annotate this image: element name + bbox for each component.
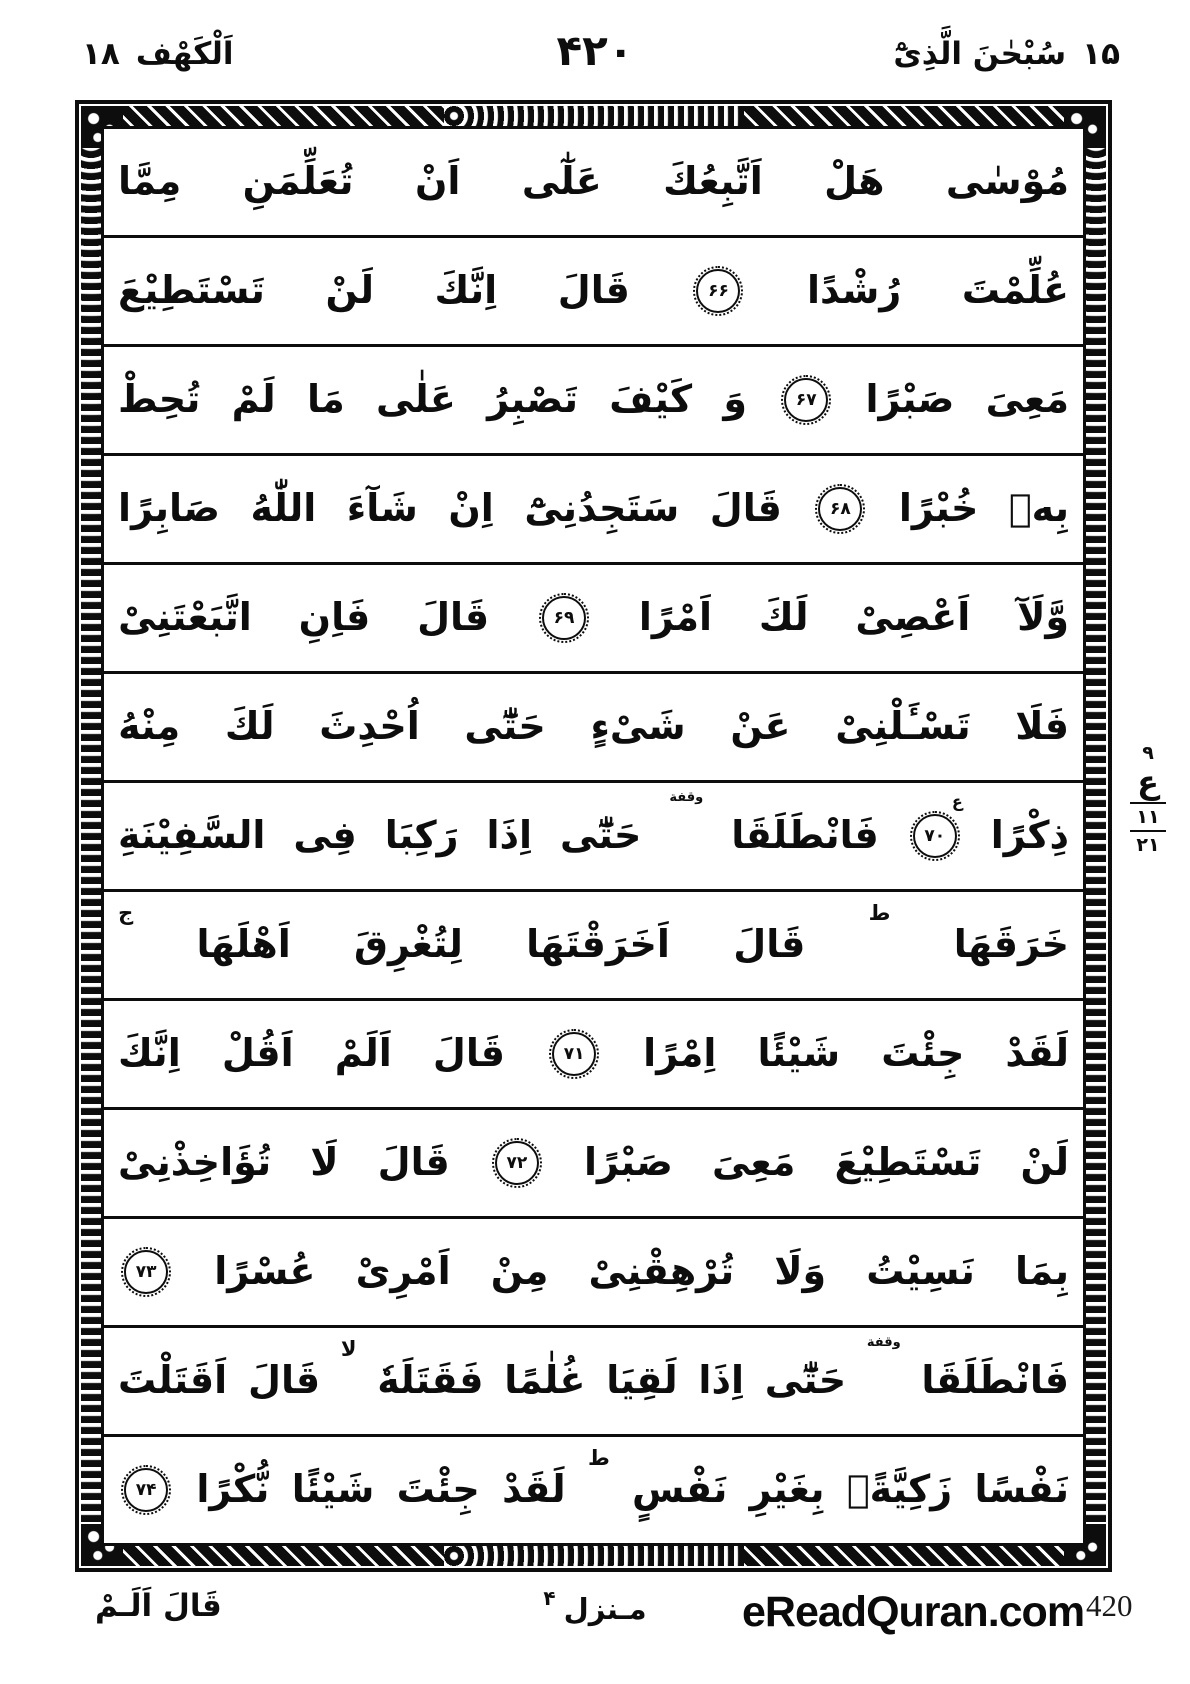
ain-ruku-icon: ع	[1137, 763, 1159, 801]
quran-word: لَكَ	[224, 704, 275, 749]
quran-word: قَالَ	[247, 1358, 321, 1403]
quran-word: عُسْرًا	[214, 1249, 316, 1294]
quran-word: فَقَتَلَهٗ	[377, 1358, 484, 1403]
quran-word: تُعَلِّمَنِ	[242, 159, 354, 204]
quran-word: لَقِيَا	[606, 1358, 678, 1403]
quran-line-8	[104, 892, 1083, 1001]
quran-word: عَلٰى	[375, 377, 456, 422]
quran-word: فَاِنِ	[298, 595, 371, 640]
quran-word: نَفْسٍ	[632, 1467, 728, 1512]
ayah-end-medallion: ۷۱	[552, 1032, 596, 1076]
quran-word: تُؤَاخِذْنِىْ	[118, 1140, 272, 1185]
quran-word: سَتَجِدُنِىْٓ	[524, 486, 680, 531]
quran-word: لَا	[310, 1140, 339, 1185]
quran-word: وَلَا	[774, 1249, 827, 1294]
quran-word: جِئْتَ	[396, 1467, 480, 1512]
text-area	[101, 126, 1086, 1546]
quran-word: اِنَّكَ	[434, 268, 498, 313]
ayah-end-medallion: ۷۲	[495, 1141, 539, 1185]
quran-word: قَالَ	[377, 1140, 450, 1185]
quran-word: عُلِّمْتَ	[961, 268, 1069, 313]
quran-word: اَمْرِىْ	[355, 1249, 451, 1294]
quran-word: خَرَقَهَا	[953, 922, 1069, 967]
quran-word: اَخَرَقْتَهَا	[526, 922, 670, 967]
quran-word: نَسِيْتُ	[866, 1249, 975, 1294]
page-frame	[75, 100, 1112, 1572]
quran-line-3	[104, 347, 1083, 456]
quran-word: بِمَا	[1014, 1249, 1069, 1294]
ornamental-border	[81, 106, 1106, 1566]
quran-word: عَلٰٓى	[521, 159, 602, 204]
quran-line-4	[104, 456, 1083, 565]
quran-word: لَنْ	[1020, 1140, 1069, 1185]
quran-word: عَنْ	[730, 704, 791, 749]
quran-word: اَنْ	[414, 159, 461, 204]
quran-word: اِذَا	[486, 813, 533, 858]
quran-word: اِمْرًا	[643, 1031, 717, 1076]
quran-word: شَىْءٍ	[590, 704, 686, 749]
quran-word: اَعْصِىْ	[855, 595, 971, 640]
quran-word: مُوْسٰى	[945, 159, 1069, 204]
quran-word: قَالَ	[432, 1031, 506, 1076]
quran-word: اتَّبَعْتَنِىْ	[118, 595, 252, 640]
quran-word: اَتَّبِعُكَ	[663, 159, 763, 204]
page-number-latin: 420	[1086, 1588, 1133, 1623]
quran-word: كَيْفَ	[609, 377, 693, 422]
watermark: eReadQuran.com	[742, 1588, 1085, 1636]
quran-word: لَمْ	[231, 377, 276, 422]
quran-line-6	[104, 674, 1083, 783]
quran-word: تُحِطْ	[118, 377, 201, 422]
quran-word: السَّفِيْنَةِ	[118, 813, 266, 858]
quran-word: وَّلَآ	[1017, 595, 1069, 640]
surah-name: اَلْكَهْف	[135, 36, 234, 72]
quran-word: لَقَدْ	[502, 1467, 566, 1512]
catchword-next-page: قَالَ اَلَـمْ	[95, 1588, 222, 1624]
quran-word: صَبْرًا	[865, 377, 955, 422]
quran-line-12	[104, 1328, 1083, 1437]
ayah-end-medallion: ۷۰ ع	[913, 814, 957, 858]
border-scroll-ornament-bottom	[444, 1546, 744, 1566]
quran-word: حَتّٰٓى	[464, 704, 546, 749]
quran-word: صَابِرًا	[118, 486, 220, 531]
quran-word: مِمَّا	[118, 159, 182, 204]
quran-word: تُرْهِقْنِىْ	[588, 1249, 735, 1294]
manzil-number: ۴	[543, 1586, 556, 1610]
manzil-label: مـنزل	[563, 1592, 647, 1626]
quran-word: خُبْرًا	[898, 486, 979, 531]
quran-line-13	[104, 1437, 1083, 1543]
surah-number: ۱۸	[82, 36, 120, 72]
quran-word: شَآءَ	[346, 486, 418, 531]
quran-word: اللّٰهُ	[250, 486, 317, 531]
quran-word: نُّكْرًا	[196, 1467, 270, 1512]
quran-word: اِنَّكَ	[118, 1031, 181, 1076]
quran-line-7	[104, 783, 1083, 892]
surah-header	[82, 36, 234, 72]
quran-word: شَيْئًا	[757, 1031, 841, 1076]
border-chain-ornament-left	[81, 126, 101, 1546]
quran-word: مِنْ	[490, 1249, 549, 1294]
quran-word: قَالَ	[733, 922, 806, 967]
waqf-mark: ط	[868, 901, 891, 925]
ayah-end-medallion: ۷۴	[124, 1468, 168, 1512]
quran-word: فَلَا	[1015, 704, 1069, 749]
quran-word: اَقَتَلْتَ	[118, 1358, 228, 1403]
quran-word: ذِكْرًا	[990, 813, 1069, 858]
waqfa-annotation: وقفة	[866, 1335, 901, 1350]
juz-name: سُبْحٰنَ الَّذِىْٓ	[893, 36, 1067, 72]
quran-word: رَكِبَا	[384, 813, 459, 858]
quran-word: هَلْ	[824, 159, 885, 204]
juz-number: ۱۵	[1082, 36, 1120, 72]
waqf-mark: ج	[118, 901, 134, 925]
quran-word: فَانْطَلَقَا	[731, 813, 879, 858]
quran-line-10	[104, 1110, 1083, 1219]
quran-line-11	[104, 1219, 1083, 1328]
quran-word: مِنْهُ	[118, 704, 181, 749]
quran-word: تَسْتَطِيْعَ	[118, 268, 265, 313]
ruku-number-in-juz: ۲۱	[1130, 830, 1165, 856]
quran-line-9	[104, 1001, 1083, 1110]
quran-line-2	[104, 238, 1083, 347]
quran-word: قَالَ	[557, 268, 630, 313]
quran-word: فِى	[293, 813, 357, 858]
quran-word: تَسْـَٔلْنِىْ	[835, 704, 971, 749]
quran-word: اِذَا	[698, 1358, 744, 1403]
quran-word: مَعِىَ	[711, 1140, 796, 1185]
quran-word: صَبْرًا	[583, 1140, 673, 1185]
ayah-end-medallion: ۶۶	[696, 269, 740, 313]
ruku-margin-marker	[1122, 742, 1174, 856]
manzil-marker	[543, 1586, 647, 1626]
ruku-verse-count: ۱۱	[1130, 802, 1165, 828]
quran-word: زَكِيَّةًۢ	[846, 1467, 953, 1512]
border-scroll-ornament-top	[444, 106, 744, 126]
waqf-mark: ط	[587, 1446, 610, 1470]
ayah-end-medallion: ۶۹	[542, 596, 586, 640]
quran-word: اُحْدِثَ	[319, 704, 420, 749]
quran-word: اَلَمْ	[334, 1031, 392, 1076]
quran-word: لَنْ	[325, 268, 374, 313]
quran-word: بِهٖ	[1008, 486, 1069, 531]
waqf-mark: لا	[340, 1337, 357, 1361]
quran-word: وَ	[723, 377, 747, 422]
ain-ruku-mark: ع	[951, 792, 963, 811]
quran-word: رُشْدًا	[807, 268, 902, 313]
quran-line-1	[104, 129, 1083, 238]
quran-word: فَانْطَلَقَا	[921, 1358, 1069, 1403]
quran-word: جِئْتَ	[881, 1031, 965, 1076]
quran-word: لَقَدْ	[1005, 1031, 1069, 1076]
quran-word: غُلٰمًا	[504, 1358, 586, 1403]
ayah-end-medallion: ۶۷	[784, 378, 828, 422]
quran-word: قَالَ	[417, 595, 490, 640]
quran-word: شَيْئًا	[291, 1467, 375, 1512]
quran-word: اَمْرًا	[638, 595, 713, 640]
quran-text-rows	[104, 129, 1083, 1543]
quran-word: لَكَ	[758, 595, 809, 640]
quran-word: حَتّٰٓى	[560, 813, 642, 858]
quran-word: اَهْلَهَا	[196, 922, 291, 967]
quran-word: قَالَ	[709, 486, 782, 531]
quran-word: بِغَيْرِ	[749, 1467, 825, 1512]
quran-word: مَا	[306, 377, 345, 422]
quran-word: مَعِىَ	[985, 377, 1069, 422]
quran-line-5	[104, 565, 1083, 674]
waqfa-annotation: وقفة	[669, 790, 704, 805]
ayah-end-medallion: ۷۳	[124, 1250, 168, 1294]
quran-word: حَتّٰٓى	[764, 1358, 847, 1403]
border-chain-ornament-right	[1086, 126, 1106, 1546]
page-number-arabic: ۴۲۰	[556, 26, 634, 75]
quran-word: لِتُغْرِقَ	[354, 922, 463, 967]
ruku-number-in-surah: ۹	[1142, 742, 1154, 764]
quran-word: اِنْ	[448, 486, 494, 531]
quran-word: تَسْتَطِيْعَ	[834, 1140, 982, 1185]
juz-header	[893, 36, 1120, 72]
quran-word: تَصْبِرُ	[487, 377, 578, 422]
quran-word: نَفْسًا	[974, 1467, 1069, 1512]
ayah-end-medallion: ۶۸	[818, 487, 862, 531]
quran-word: اَقُلْ	[221, 1031, 294, 1076]
